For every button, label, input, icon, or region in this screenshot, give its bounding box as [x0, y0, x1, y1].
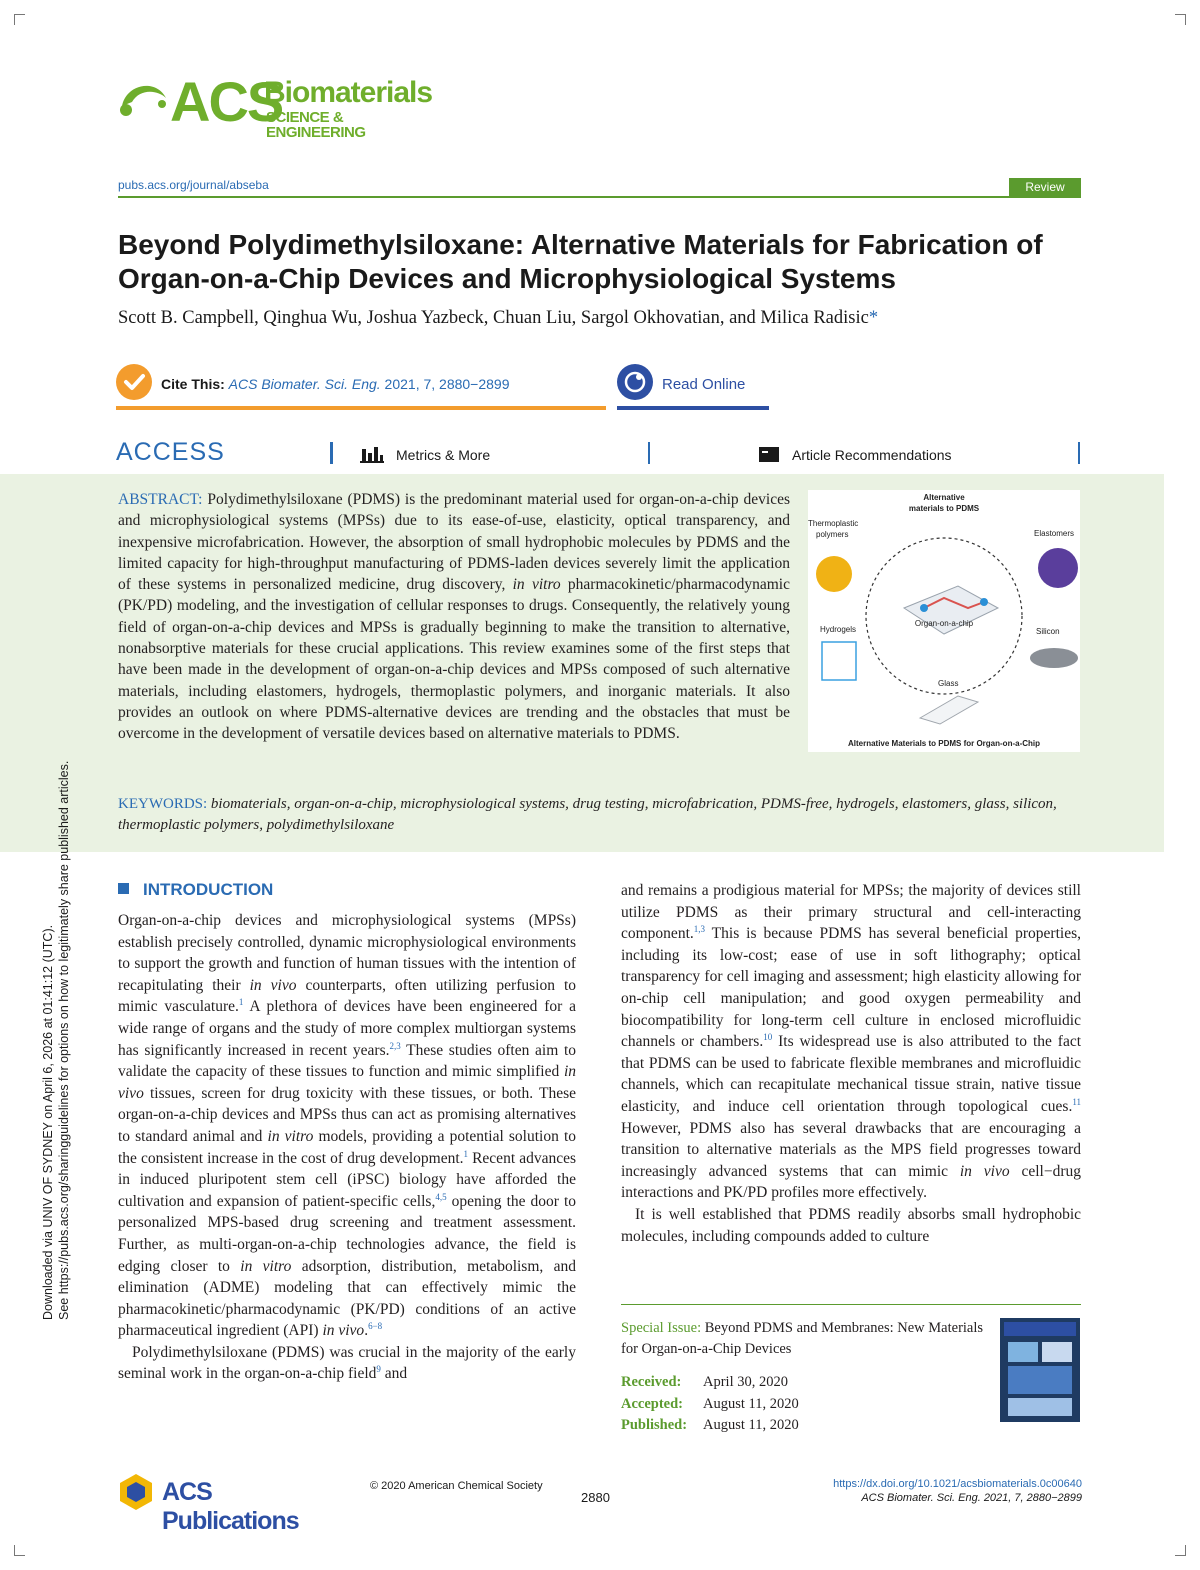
crop-mark — [1175, 14, 1186, 25]
toc-glass-label: Glass — [938, 679, 959, 688]
abstract-part: pharmacokinetic/pharmacodynamic (PK/PD) modeling, and the investigation of cellular responses to drugs. Consequently, the relatively young field of organ-on-a-chip devices and MPSs is gradually beginning to make the transition to alternative, nonabsorptive materials for these crucial applications. This review examines some of the first steps that have been made in the development of organ-on-a-chip devices and MPSs composed of such alternative materials, including elastomers, hydrogels, thermoplastic polymers, and inorganic materials. It also provides an outlook on where PDMS-alternative devices are trending and the obstacles that must be overcome in the development of versatile devices based on alternative materials to PDMS. — [118, 576, 790, 743]
section-marker — [118, 883, 129, 894]
acs-hexagon-icon — [116, 1472, 156, 1512]
accepted-label: Accepted: — [621, 1395, 684, 1412]
crop-mark — [14, 14, 25, 25]
received-row — [621, 1372, 799, 1394]
read-online-label: Read Online — [662, 376, 746, 393]
special-issue-label: Special Issue: — [621, 1320, 702, 1336]
citation-link[interactable]: 1 — [463, 1148, 469, 1159]
paragraph — [621, 880, 1081, 1204]
toc-title: Alternative — [923, 493, 965, 502]
special-issue — [621, 1318, 986, 1360]
page-number: 2880 — [581, 1490, 610, 1505]
text-run: models, providing a potential solution to the consistent increase in the cost of drug development. — [118, 1127, 577, 1167]
text-run: Its widespread use is also attributed to the fact that PDMS can be used to fabricate flexible membranes and microfluidic channels, which can recapitulate mechanical tissue strain, native tissue elasticity, and induce cell orientation through topological cues. — [621, 1033, 1082, 1115]
text-italic: in vivo — [322, 1322, 365, 1340]
toc-caption: Alternative Materials to PDMS for Organ-on-a-Chip — [847, 739, 1041, 748]
cite-reference: 2021, 7, 2880−2899 — [384, 376, 510, 392]
received-label: Received: — [621, 1374, 682, 1390]
abstract-part: Polydimethylsiloxane (PDMS) is the predominant material used for organ-on-a-chip devices and microphysiological systems (MPSs) due to its ease-of-use, elasticity, optical transparency, and inexpensive microfabrication. However, the absorption of small hydrophobic molecules by PDMS and the limited capacity for high-throughput manufacturing of PDMS-laden devices severely limit the application of these systems in personalized medicine, drug discovery, — [118, 491, 791, 594]
logo-journal-name: Biomaterials — [264, 76, 433, 109]
footer-citation: ACS Biomater. Sci. Eng. 2021, 7, 2880−2899 — [861, 1492, 1082, 1504]
toc-elastomers-label: Elastomers — [1034, 529, 1075, 538]
recommendations-icon — [759, 447, 779, 467]
hydrogel-icon — [822, 642, 856, 680]
text-run: Polydimethylsiloxane (PDMS) was crucial in the majority of the early seminal work in the organ-on-a-chip field — [118, 1343, 576, 1383]
text-run: cell−drug interactions and PK/PD profiles more effectively. — [621, 1162, 1081, 1202]
glass-icon — [920, 696, 978, 724]
citation-link[interactable]: 9 — [376, 1364, 381, 1375]
journal-logo[interactable] — [118, 70, 438, 141]
keywords — [118, 794, 1084, 836]
citation-link[interactable]: 1,3 — [693, 924, 705, 935]
text-italic: in vivo — [249, 976, 297, 994]
text-run: However, PDMS also has several drawbacks that are encouraging a transition to alternative materials as the MPS field progresses toward increasingly advanced systems that can mimic — [621, 1119, 1081, 1180]
crop-mark — [14, 1545, 25, 1556]
text-run: adsorption, distribution, metabolism, and elimination (ADME) modeling that can effectively mimic the pharmacokinetic/pharmacodynamic (PK/PD) conditions of an active pharmaceutical ingredient (API) — [118, 1257, 576, 1340]
access-toolbar — [116, 438, 1082, 470]
toc-thermoplastic-label: polymers — [816, 530, 849, 539]
access-label: ACCESS — [116, 438, 225, 466]
citation-link[interactable]: 1 — [238, 997, 244, 1008]
text-run: A plethora of devices have been engineered for a wide range of organs and the study of more complex multiorgan systems has significantly increased in recent years. — [118, 998, 576, 1059]
text-italic: in vitro — [240, 1257, 292, 1275]
toc-center-label: Organ-on-a-chip — [914, 619, 974, 628]
text-italic: in vivo — [118, 1063, 576, 1102]
checkmark-icon — [116, 364, 152, 400]
article-recommendations-link[interactable]: Article Recommendations — [792, 447, 952, 463]
text-italic: in vitro — [267, 1127, 314, 1145]
authors-text: Scott B. Campbell, Qinghua Wu, Joshua Yazbeck, Chuan Liu, Sargol Okhovatian, and Milica Radisic — [118, 308, 869, 328]
toc-thermoplastic-label: Thermoplastic — [808, 519, 859, 528]
cite-this-button[interactable] — [116, 364, 606, 410]
section-heading — [118, 880, 273, 900]
abstract-label: ABSTRACT: — [118, 491, 203, 508]
text-run: and — [380, 1365, 408, 1383]
text-run: This is because PDMS has several beneficial properties, including its low-cost; ease of use in soft lithography; optical transparency for cell imaging and assessment; high elasticity allowing for on-chip cell manipulation; and good oxygen permeability and biocompatibility for long-term cell culture in enclosed microfluidic channels or chambers. — [621, 925, 1081, 1051]
sidebar-divider — [621, 1304, 1081, 1305]
text-run: opening the door to personalized MPS-based drug screening and treatment assessment. Further, as multi-organ-on-a-chip technologies advance, the field is edging closer to — [118, 1192, 577, 1275]
download-notice — [40, 340, 72, 1320]
paragraph — [118, 1342, 576, 1385]
toc-title: materials to PDMS — [908, 504, 980, 513]
journal-url-link[interactable]: pubs.acs.org/journal/abseba — [118, 178, 269, 192]
logo-acs-text: ACS — [170, 70, 283, 133]
logo-journal-subtitle: SCIENCE & ENGINEERING — [266, 109, 366, 141]
read-online-underline — [617, 406, 769, 410]
toc-graphic[interactable] — [808, 490, 1080, 752]
sharing-guidelines-link[interactable]: See https://pubs.acs.org/sharingguidelines for options on how to legitimately share published articles. — [57, 760, 71, 1320]
thermoplastic-icon — [816, 556, 852, 592]
body-column-left — [118, 910, 576, 1385]
cite-label: Cite This: — [161, 376, 225, 392]
text-run: Recent advances in induced pluripotent stem cell (iPSC) biology have afforded the cultivation and expansion of patient-specific cells, — [118, 1149, 576, 1210]
chip-port — [980, 598, 988, 606]
copyright: © 2020 American Chemical Society — [370, 1480, 543, 1492]
read-online-button[interactable] — [617, 364, 769, 410]
text-run: counterparts, often utilizing perfusion to mimic vasculature. — [118, 976, 576, 1016]
publisher-name: ACS Publications — [162, 1478, 299, 1535]
access-indicator — [330, 442, 333, 464]
text-run: and remains a prodigious material for MPSs; the majority of devices still utilize PDMS as their primary structural and cell-interacting component. — [621, 882, 1081, 943]
cite-journal: ACS Biomater. Sci. Eng. — [228, 376, 381, 392]
publisher-logo[interactable] — [116, 1470, 346, 1535]
published-date: August 11, 2020 — [703, 1417, 799, 1434]
keywords-list: biomaterials, organ-on-a-chip, microphysiological systems, drug testing, microfabrication, PDMS-free, hydrogels, elastomers, glass, silicon, thermoplastic polymers, polydimethylsiloxane — [118, 796, 1057, 833]
metrics-more-link[interactable]: Metrics & More — [396, 447, 491, 463]
chip-port — [920, 604, 928, 612]
abstract-text — [118, 489, 790, 745]
published-row — [621, 1415, 799, 1437]
toolbar-separator — [648, 442, 650, 464]
text-run: tissues, screen for drug toxicity with these tissues, or both. These organ-on-a-chip devices and MPSs thus can act as promising alternatives to standard animal and — [118, 1084, 576, 1145]
journal-logo-icon — [118, 76, 170, 120]
citation-link[interactable]: 11 — [1072, 1096, 1081, 1107]
crop-mark — [1175, 1545, 1186, 1556]
corresponding-author-mark[interactable]: * — [868, 308, 879, 328]
special-issue-cover-thumbnail[interactable] — [1000, 1318, 1080, 1422]
special-issue-text: Beyond PDMS and Membranes: New Materials for Organ-on-a-Chip Devices — [621, 1320, 984, 1357]
article-title: Beyond Polydimethylsiloxane: Alternative Materials for Fabrication of Organ-on-a-Chip Devices and Microphysiological Systems — [118, 229, 1043, 294]
download-notice-line: Downloaded via UNIV OF SYDNEY on April 6, 2026 at 01:41:12 (UTC). — [41, 924, 55, 1320]
accepted-date: August 11, 2020 — [703, 1395, 799, 1412]
doi-link[interactable]: https://dx.doi.org/10.1021/acsbiomaterials.0c00640 — [833, 1478, 1082, 1490]
author-list — [118, 306, 1088, 330]
accepted-row — [621, 1394, 799, 1416]
metrics-icon — [360, 445, 384, 468]
cite-underline — [116, 406, 606, 410]
citation-link[interactable]: 4,5 — [435, 1191, 447, 1202]
cite-text — [161, 376, 510, 392]
toolbar-separator — [1078, 442, 1080, 464]
citation-link[interactable]: 2,3 — [389, 1040, 401, 1051]
text-run: Organ-on-a-chip devices and microphysiological systems (MPSs) establish precisely controlled, dynamic microphysiological environments to support the growth and function of human tissues with the intention of recapitulating their — [118, 912, 576, 994]
globe-icon — [617, 364, 653, 400]
paragraph: It is well established that PDMS readily absorbs small hydrophobic molecules, including compounds added to culture — [621, 1205, 1081, 1245]
citation-link[interactable]: 6−8 — [368, 1321, 383, 1332]
article-type-badge: Review — [1009, 178, 1081, 196]
text-italic: in vivo — [959, 1162, 1010, 1180]
body-column-right — [621, 880, 1081, 1247]
paragraph — [118, 910, 576, 1342]
text-run: . — [364, 1322, 369, 1340]
section-heading-text: INTRODUCTION — [143, 880, 274, 899]
abstract-italic: in vitro — [512, 576, 561, 594]
received-date: April 30, 2020 — [703, 1374, 788, 1390]
toc-silicon-label: Silicon — [1036, 627, 1060, 636]
citation-link[interactable]: 10 — [763, 1032, 773, 1042]
text-run: These studies often aim to validate the capacity of these tissues to function and mimic simplified — [118, 1041, 576, 1081]
toc-hydrogels-label: Hydrogels — [820, 625, 857, 634]
article-dates — [621, 1372, 799, 1437]
elastomer-icon — [1038, 548, 1078, 588]
header-divider — [118, 196, 1081, 198]
silicon-icon — [1030, 648, 1078, 668]
keywords-label: KEYWORDS: — [118, 796, 208, 812]
published-label: Published: — [621, 1417, 688, 1434]
